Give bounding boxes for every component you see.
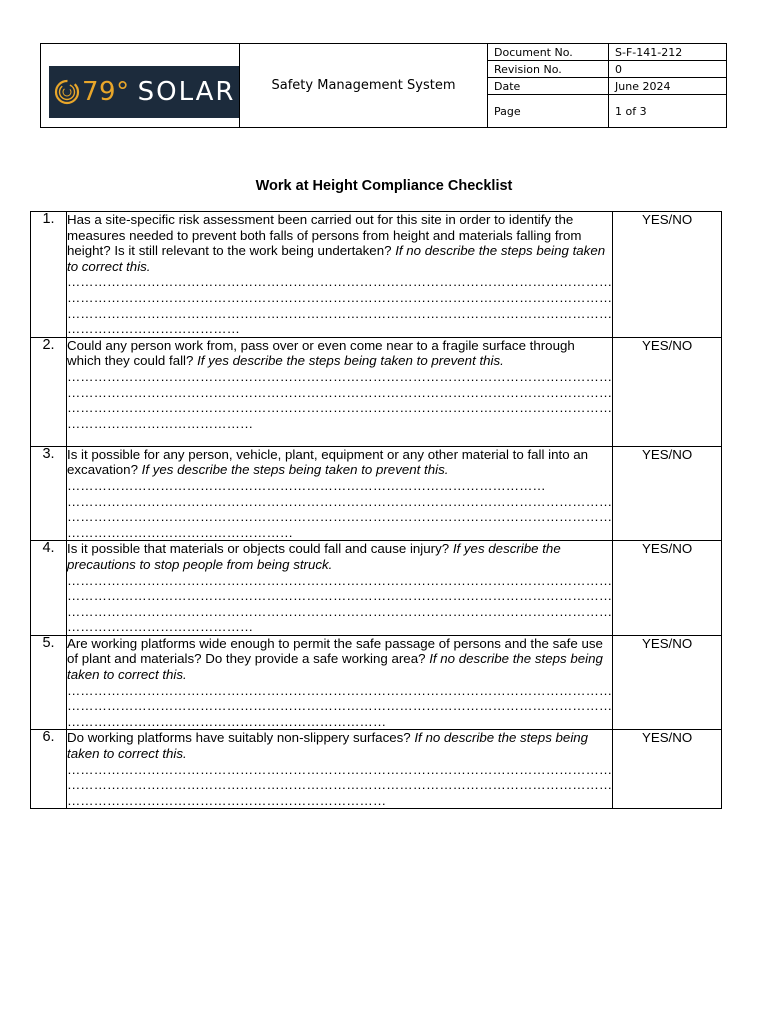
meta-label: Date xyxy=(488,78,609,94)
checklist-table xyxy=(30,211,722,809)
meta-label: Revision No. xyxy=(488,61,609,77)
answer-line[interactable]: ……………………………………………………………… xyxy=(67,792,387,808)
answer-line[interactable]: …………………………………………………………………………………………………………… xyxy=(67,384,613,400)
meta-row-document-no xyxy=(488,44,726,61)
company-logo xyxy=(49,66,239,118)
question-cell xyxy=(67,635,613,730)
document-header xyxy=(40,43,727,128)
meta-label: Page xyxy=(488,95,609,127)
document-meta xyxy=(488,44,726,127)
item-number: 5. xyxy=(31,635,67,730)
meta-value: 1 of 3 xyxy=(615,104,647,118)
answer-line[interactable]: …………………………………… xyxy=(67,415,254,431)
answer-line[interactable]: …………………………………………………………………………………………………………… xyxy=(67,588,613,604)
yes-no-cell[interactable]: YES/NO xyxy=(613,212,722,338)
question-instruction: If no describe the steps being taken to correct this. xyxy=(67,730,589,762)
item-number: 3. xyxy=(31,446,67,541)
meta-value: S-F-141-212 xyxy=(615,45,683,59)
answer-line[interactable]: ………………………………… xyxy=(67,321,240,337)
table-row xyxy=(31,730,722,809)
question-cell xyxy=(67,541,613,636)
answer-line[interactable]: …………………………………………………………………………………………………………… xyxy=(67,493,613,509)
question-instruction: If no describe the steps being taken to correct this. xyxy=(67,243,606,274)
question-instruction: If yes describe the precautions to stop people from being struck. xyxy=(67,541,561,572)
yes-no-cell[interactable]: YES/NO xyxy=(613,541,722,636)
question-text: Could any person work from, pass over or even come near to a fragile surface through which they could fall? If yes describe the steps being taken to prevent this. xyxy=(67,337,575,369)
answer-line[interactable]: …………………………………………………………………………………………………………… xyxy=(67,777,613,793)
answer-line[interactable]: …………………………………………………………………………………………………………… xyxy=(67,305,613,321)
question-instruction: If yes describe the steps being taken to prevent this. xyxy=(197,353,504,369)
question-cell xyxy=(67,212,613,338)
answer-line[interactable]: …………………………………………………………………………………………………………… xyxy=(67,761,613,777)
question-cell xyxy=(67,337,613,446)
system-title: Safety Management System xyxy=(240,44,488,127)
question-instruction: If yes describe the steps being taken to prevent this. xyxy=(141,462,449,478)
table-row xyxy=(31,212,722,338)
sun-ring-icon xyxy=(53,78,81,106)
page-title: Work at Height Compliance Checklist xyxy=(255,178,513,194)
table-row xyxy=(31,337,722,446)
table-row xyxy=(31,635,722,730)
item-number: 1. xyxy=(31,212,67,338)
question-instruction: If no describe the steps being taken to correct this. xyxy=(67,651,603,683)
answer-line[interactable]: …………………………………………………………………………………………………………… xyxy=(67,698,613,714)
answer-line[interactable]: ……………………………………………………………………………………………… xyxy=(67,477,546,493)
answer-line[interactable]: …………………………………………………………………………………………………………… xyxy=(67,274,613,290)
logo-wordmark: 79° SOLAR xyxy=(82,77,236,107)
table-row xyxy=(31,541,722,636)
answer-line[interactable]: …………………………………………………………………………………………………………… xyxy=(67,682,613,698)
question-text: Is it possible that materials or objects could fall and cause injury? If yes describe the precautions to stop people from being struck. xyxy=(67,541,561,572)
question-text: Has a site-specific risk assessment been carried out for this site in order to identify the measures needed to prevent both falls of persons from height and materials falling from height? Is it still relevant to the work being undertaken? If no describe the steps being taken to correct this. xyxy=(67,212,606,274)
table-row xyxy=(31,446,722,541)
answer-line[interactable]: …………………………………………… xyxy=(67,524,294,540)
answer-line[interactable]: …………………………………………………………………………………………………………… xyxy=(67,509,613,525)
question-text: Are working platforms wide enough to permit the safe passage of persons and the safe use of plant and materials? Do they provide a safe working area? If no describe the steps being taken to correct this. xyxy=(67,635,603,683)
meta-value: 0 xyxy=(615,62,622,76)
question-cell xyxy=(67,446,613,541)
item-number: 4. xyxy=(31,541,67,636)
meta-row-page xyxy=(488,95,726,127)
yes-no-cell[interactable]: YES/NO xyxy=(613,730,722,809)
question-cell xyxy=(67,730,613,809)
yes-no-cell[interactable]: YES/NO xyxy=(613,635,722,730)
answer-line[interactable]: …………………………………………………………………………………………………………… xyxy=(67,368,613,384)
logo-cell xyxy=(41,44,240,127)
question-text: Do working platforms have suitably non-slippery surfaces? If no describe the steps being taken to correct this. xyxy=(67,730,589,762)
meta-label: Document No. xyxy=(488,44,609,60)
answer-line[interactable]: …………………………………………………………………………………………………………… xyxy=(67,289,613,305)
answer-line[interactable]: …………………………………… xyxy=(67,619,254,635)
meta-value: June 2024 xyxy=(615,79,671,93)
answer-line[interactable]: …………………………………………………………………………………………………………… xyxy=(67,400,613,416)
yes-no-cell[interactable]: YES/NO xyxy=(613,446,722,541)
item-number: 2. xyxy=(31,337,67,446)
answer-line[interactable]: ……………………………………………………………… xyxy=(67,713,387,729)
meta-row-date xyxy=(488,78,726,95)
answer-line[interactable]: …………………………………………………………………………………………………………… xyxy=(67,603,613,619)
answer-line[interactable]: …………………………………………………………………………………………………………… xyxy=(67,572,613,588)
question-text: Is it possible for any person, vehicle, plant, equipment or any other material to fall into an excavation? If yes describe the steps being taken to prevent this. ……………………………………………………………………………………………… xyxy=(67,446,589,493)
item-number: 6. xyxy=(31,730,67,809)
yes-no-cell[interactable]: YES/NO xyxy=(613,337,722,446)
meta-row-revision-no xyxy=(488,61,726,78)
